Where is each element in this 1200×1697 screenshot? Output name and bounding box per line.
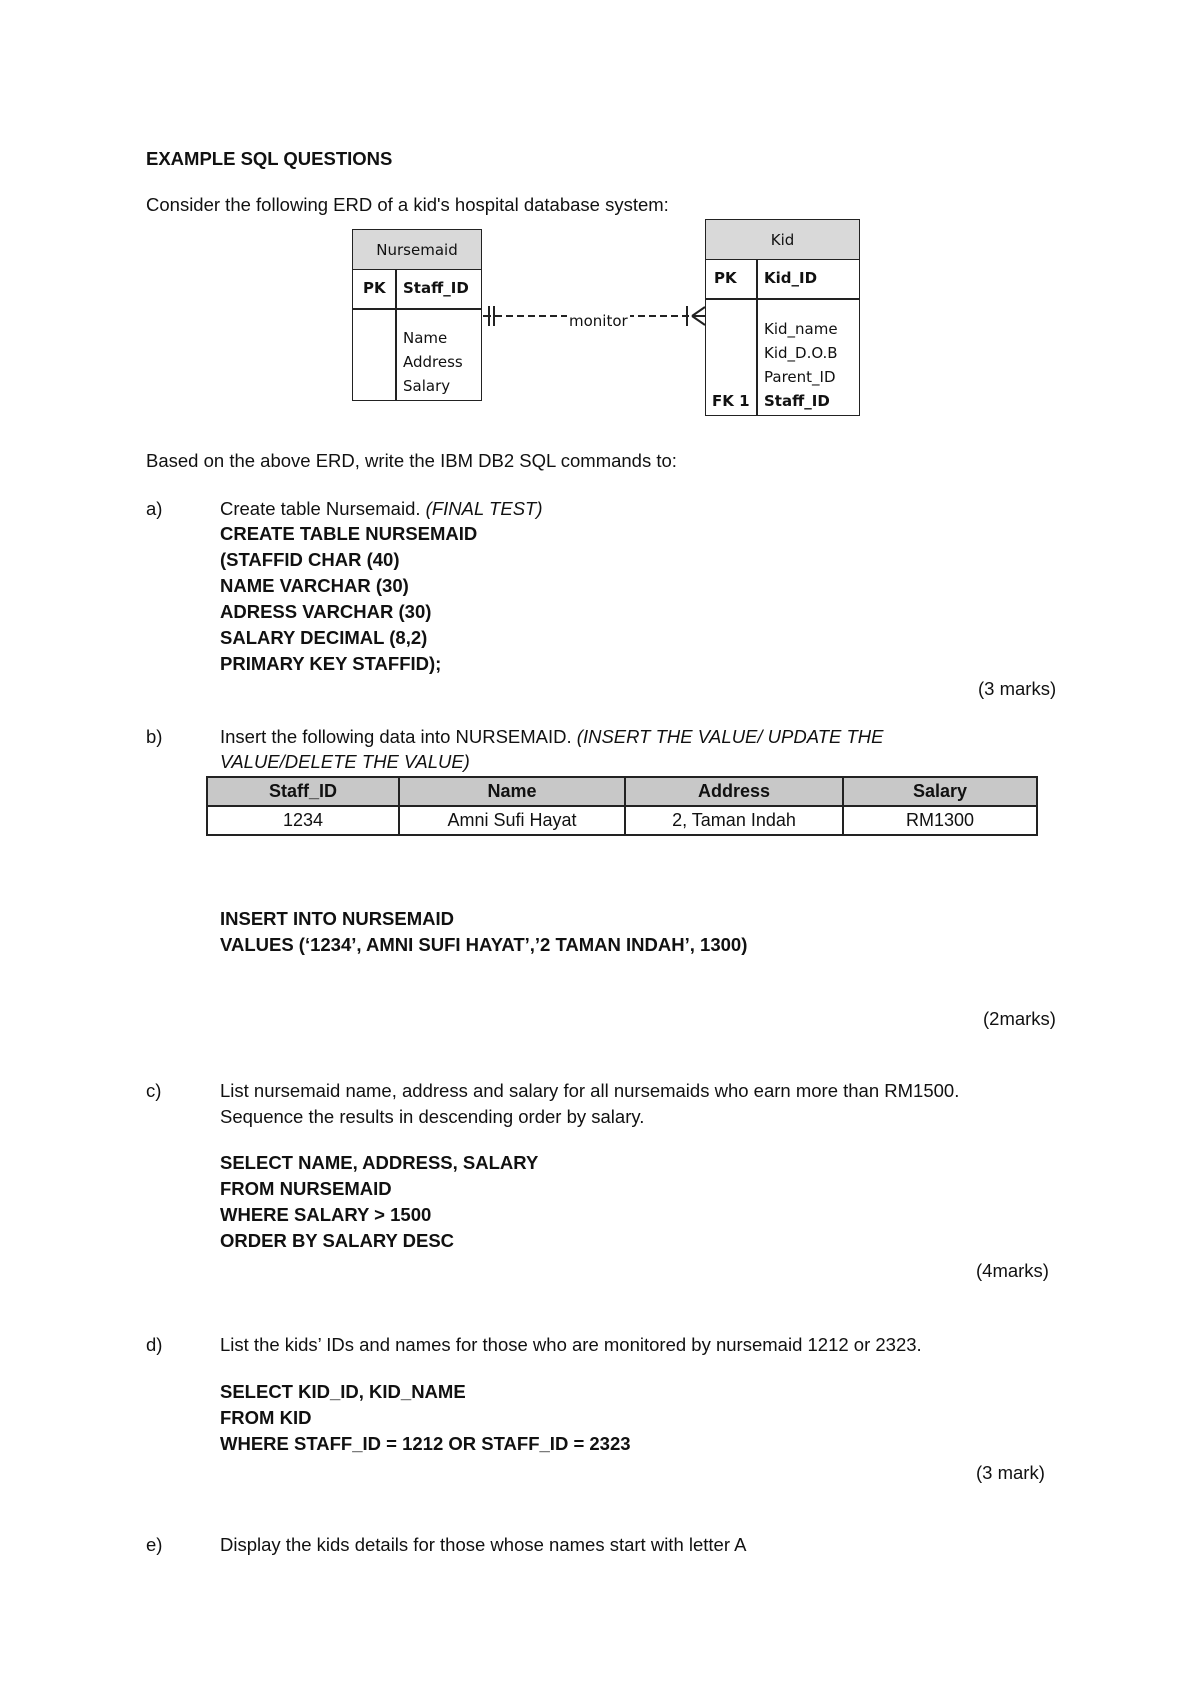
kid-pk-field: Kid_ID — [764, 269, 818, 287]
code-line: WHERE STAFF_ID = 1212 OR STAFF_ID = 2323 — [220, 1433, 631, 1454]
table-cell: 1234 — [207, 806, 399, 835]
column-header: Staff_ID — [207, 777, 399, 806]
code-line: INSERT INTO NURSEMAID — [220, 908, 455, 929]
nursemaid-title: Nursemaid — [353, 230, 481, 270]
code-line: ADRESS VARCHAR (30) — [220, 601, 432, 622]
kid-field-dob: Kid_D.O.B — [764, 344, 838, 362]
nursemaid-entity — [352, 229, 482, 401]
code-line: VALUES (‘1234’, AMNI SUFI HAYAT’,’2 TAMAN INDAH’, 1300) — [220, 934, 748, 955]
nursemaid-pk-label: PK — [363, 279, 386, 297]
question-a-marks: (3 marks) — [978, 678, 1057, 699]
question-e-text: Display the kids details for those whose names start with letter A — [220, 1534, 747, 1555]
question-c-marks: (4marks) — [976, 1260, 1049, 1281]
question-a-answer — [220, 521, 477, 677]
kid-field-name: Kid_name — [764, 320, 838, 338]
code-line: NAME VARCHAR (30) — [220, 575, 409, 596]
kid-entity — [705, 219, 860, 416]
nursemaid-field-name: Name — [403, 329, 448, 347]
question-b-text — [220, 726, 883, 748]
kid-pk-label: PK — [714, 269, 737, 287]
nursemaid-data-table — [206, 776, 1038, 836]
question-a-text — [220, 498, 543, 520]
question-a-label: a) — [146, 498, 163, 519]
kid-fk-label: FK 1 — [712, 392, 750, 410]
kid-fk-field: Staff_ID — [764, 392, 830, 410]
intro-text: Consider the following ERD of a kid's hospital database system: — [146, 194, 669, 215]
table-cell: 2, Taman Indah — [625, 806, 843, 835]
nursemaid-field-salary: Salary — [403, 377, 451, 395]
relationship-label: monitor — [569, 312, 628, 330]
code-line: CREATE TABLE NURSEMAID — [220, 523, 478, 544]
question-b-prompt: Insert the following data into NURSEMAID. — [220, 726, 577, 747]
column-header: Salary — [843, 777, 1037, 806]
question-a-prompt: Create table Nursemaid. — [220, 498, 426, 519]
question-b-note-line1: (INSERT THE VALUE/ UPDATE THE — [576, 726, 884, 747]
question-b-label: b) — [146, 726, 163, 747]
question-d-answer — [220, 1379, 631, 1457]
question-d-marks: (3 mark) — [976, 1462, 1045, 1483]
column-header: Name — [399, 777, 625, 806]
code-line: PRIMARY KEY STAFFID); — [220, 653, 442, 674]
code-line: SALARY DECIMAL (8,2) — [220, 627, 428, 648]
code-line: SELECT NAME, ADDRESS, SALARY — [220, 1152, 539, 1173]
prompt-text: Based on the above ERD, write the IBM DB2 SQL commands to: — [146, 450, 677, 471]
question-c-label: c) — [146, 1080, 162, 1101]
table-cell: Amni Sufi Hayat — [399, 806, 625, 835]
nursemaid-field-address: Address — [403, 353, 463, 371]
table-row — [207, 806, 1037, 835]
question-d-label: d) — [146, 1334, 163, 1355]
kid-title: Kid — [706, 220, 859, 260]
code-line: SELECT KID_ID, KID_NAME — [220, 1381, 466, 1402]
code-line: WHERE SALARY > 1500 — [220, 1204, 432, 1225]
document-title: EXAMPLE SQL QUESTIONS — [146, 148, 393, 169]
question-a-note: (FINAL TEST) — [425, 498, 543, 519]
nursemaid-pk-field: Staff_ID — [403, 279, 469, 297]
question-c-text-line1: List nursemaid name, address and salary for all nursemaids who earn more than RM1500. — [220, 1080, 960, 1101]
table-cell: RM1300 — [843, 806, 1037, 835]
code-line: (STAFFID CHAR (40) — [220, 549, 400, 570]
column-header: Address — [625, 777, 843, 806]
table-header-row — [207, 777, 1037, 806]
code-line: FROM NURSEMAID — [220, 1178, 392, 1199]
code-line: ORDER BY SALARY DESC — [220, 1230, 455, 1251]
question-c-answer — [220, 1150, 538, 1254]
question-e-label: e) — [146, 1534, 163, 1555]
code-line: FROM KID — [220, 1407, 312, 1428]
question-d-text: List the kids’ IDs and names for those who are monitored by nursemaid 1212 or 2323. — [220, 1334, 922, 1355]
kid-field-parent-id: Parent_ID — [764, 368, 836, 386]
question-b-answer — [220, 906, 747, 958]
question-b-note-line2: VALUE/DELETE THE VALUE) — [220, 751, 470, 772]
question-b-marks: (2marks) — [983, 1008, 1056, 1029]
question-c-text-line2: Sequence the results in descending order by salary. — [220, 1106, 645, 1127]
